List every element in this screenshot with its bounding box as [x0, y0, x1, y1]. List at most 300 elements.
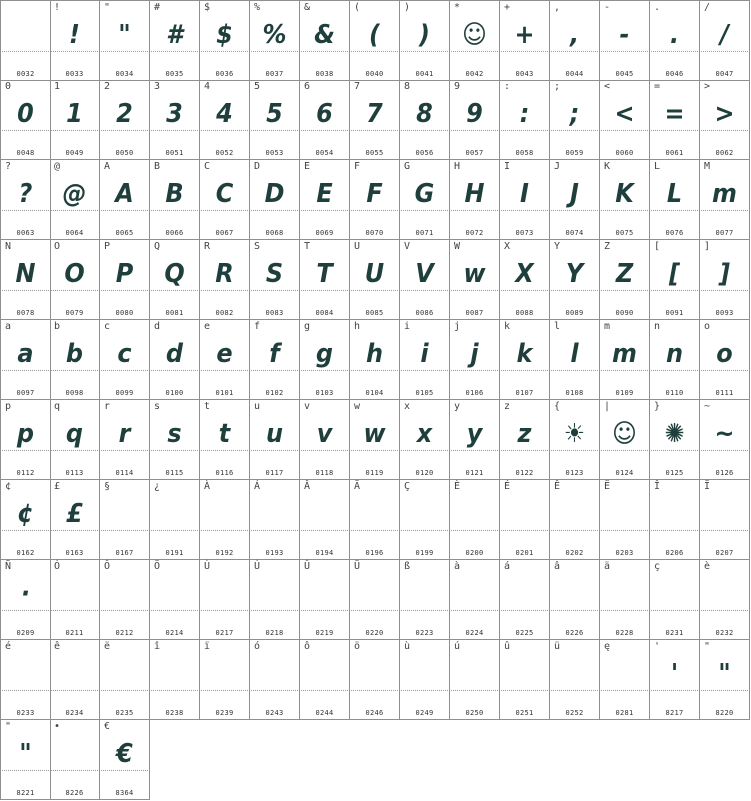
glyph-cell[interactable] [50, 320, 100, 400]
char-label: p [5, 401, 12, 412]
char-label: Û [304, 561, 311, 572]
glyph-sample: K [615, 179, 634, 209]
char-label: X [504, 241, 511, 252]
char-label: q [54, 401, 61, 412]
glyph-sample: t [218, 419, 231, 449]
char-code: 0037 [265, 70, 284, 78]
baseline-divider [451, 530, 498, 531]
char-code: 0038 [315, 70, 334, 78]
glyph-cell[interactable] [650, 560, 700, 640]
glyph-sample: [ [669, 259, 680, 289]
char-code: 0217 [215, 629, 234, 637]
glyph-cell[interactable] [0, 80, 51, 160]
char-code: 0234 [65, 709, 84, 717]
char-label: + [504, 2, 511, 13]
glyph-cell[interactable] [0, 160, 51, 240]
glyph-cell[interactable] [100, 0, 150, 81]
glyph-cell[interactable] [400, 640, 450, 720]
glyph-cell[interactable] [500, 80, 550, 160]
glyph-cell[interactable] [700, 320, 750, 400]
glyph-cell[interactable] [600, 80, 650, 160]
glyph-cell[interactable] [450, 240, 500, 320]
glyph-cell[interactable] [300, 240, 350, 320]
glyph-cell[interactable] [350, 320, 400, 400]
glyph-sample [552, 654, 597, 694]
glyph-sample [452, 654, 497, 694]
char-code: 0050 [115, 149, 134, 157]
glyph-cell[interactable] [700, 240, 750, 320]
glyph-sample: Z [615, 259, 634, 289]
char-code: 0073 [515, 229, 534, 237]
glyph-cell[interactable] [600, 0, 650, 81]
glyph-cell[interactable] [650, 480, 700, 560]
glyph-cell[interactable] [300, 0, 350, 81]
glyph-cell[interactable] [600, 160, 650, 240]
glyph-cell[interactable] [250, 160, 300, 240]
glyph-cell[interactable] [700, 560, 750, 640]
glyph-cell[interactable] [500, 0, 550, 81]
glyph-sample: w [363, 419, 386, 449]
glyph-cell[interactable] [550, 160, 600, 240]
glyph-cell[interactable] [50, 720, 100, 800]
glyph-cell[interactable] [100, 560, 150, 640]
char-code: 8226 [65, 789, 84, 797]
glyph-cell[interactable] [100, 240, 150, 320]
char-code: 0074 [565, 229, 584, 237]
char-code: 0104 [365, 389, 384, 397]
glyph-sample: u [265, 419, 284, 449]
char-code: 0163 [65, 549, 84, 557]
baseline-divider [701, 450, 748, 451]
char-label: 1 [54, 81, 61, 92]
glyph-cell[interactable] [150, 320, 200, 400]
glyph-cell[interactable] [400, 480, 450, 560]
char-code: 0123 [565, 469, 584, 477]
glyph-cell[interactable] [350, 480, 400, 560]
glyph-cell[interactable] [550, 0, 600, 81]
glyph-cell[interactable] [250, 80, 300, 160]
glyph-sample [352, 494, 397, 534]
baseline-divider [501, 690, 548, 691]
glyph-cell[interactable] [650, 320, 700, 400]
glyph-cell[interactable] [200, 640, 250, 720]
glyph-cell[interactable] [550, 320, 600, 400]
char-code: 0069 [315, 229, 334, 237]
char-label: è [704, 561, 711, 572]
glyph-cell[interactable] [50, 480, 100, 560]
glyph-cell[interactable] [600, 560, 650, 640]
char-code: 0081 [165, 309, 184, 317]
glyph-cell[interactable] [700, 160, 750, 240]
glyph-cell[interactable] [500, 240, 550, 320]
glyph-cell[interactable] [250, 320, 300, 400]
glyph-cell[interactable] [350, 160, 400, 240]
char-label: t [204, 401, 211, 412]
glyph-cell[interactable] [150, 640, 200, 720]
char-label: w [354, 401, 361, 412]
glyph-cell[interactable] [350, 80, 400, 160]
glyph-cell[interactable] [250, 400, 300, 480]
glyph-cell[interactable] [150, 400, 200, 480]
glyph-cell[interactable] [700, 400, 750, 480]
char-code: 0061 [665, 149, 684, 157]
char-label: / [704, 2, 711, 13]
char-label: A [104, 161, 111, 172]
char-code: 8217 [665, 709, 684, 717]
baseline-divider [501, 530, 548, 531]
glyph-cell[interactable] [400, 240, 450, 320]
char-code: 0109 [615, 389, 634, 397]
char-code: 0085 [365, 309, 384, 317]
glyph-sample: + [514, 20, 535, 50]
glyph-sample: C [215, 179, 234, 209]
glyph-sample [302, 574, 347, 614]
char-label: Q [154, 241, 161, 252]
baseline-divider [701, 690, 748, 691]
glyph-cell[interactable] [400, 560, 450, 640]
baseline-divider [401, 130, 448, 131]
glyph-sample [202, 574, 247, 614]
glyph-cell[interactable] [400, 0, 450, 81]
baseline-divider [51, 450, 98, 451]
baseline-divider [51, 530, 98, 531]
char-code: 0249 [415, 709, 434, 717]
glyph-sample: ☺ [612, 419, 637, 449]
glyph-cell[interactable] [100, 160, 150, 240]
glyph-cell[interactable] [500, 320, 550, 400]
char-code: 0115 [165, 469, 184, 477]
glyph-cell[interactable] [550, 640, 600, 720]
glyph-cell[interactable] [200, 80, 250, 160]
char-code: 0119 [365, 469, 384, 477]
glyph-cell[interactable] [250, 240, 300, 320]
glyph-cell[interactable] [100, 400, 150, 480]
char-label: ú [454, 641, 461, 652]
char-code: 0055 [365, 149, 384, 157]
glyph-cell[interactable] [0, 240, 51, 320]
glyph-cell[interactable] [400, 400, 450, 480]
glyph-cell[interactable] [300, 160, 350, 240]
char-label: h [354, 321, 361, 332]
glyph-cell[interactable] [550, 400, 600, 480]
glyph-cell[interactable] [200, 320, 250, 400]
char-label: 9 [454, 81, 461, 92]
baseline-divider [251, 450, 298, 451]
glyph-cell[interactable] [50, 240, 100, 320]
glyph-sample: 6 [316, 99, 333, 129]
baseline-divider [601, 130, 648, 131]
char-code: 0214 [165, 629, 184, 637]
glyph-cell[interactable] [550, 480, 600, 560]
char-label: " [5, 721, 12, 732]
glyph-cell[interactable] [500, 640, 550, 720]
glyph-sample: > [714, 99, 735, 129]
glyph-cell[interactable] [550, 560, 600, 640]
glyph-sample: D [264, 179, 285, 209]
glyph-sample [202, 494, 247, 534]
glyph-sample: , [569, 20, 580, 50]
glyph-cell[interactable] [100, 480, 150, 560]
char-code: 0244 [315, 709, 334, 717]
char-code: 0107 [515, 389, 534, 397]
char-label: : [504, 81, 511, 92]
glyph-cell[interactable] [100, 80, 150, 160]
glyph-sample: j [470, 339, 479, 369]
glyph-cell[interactable] [700, 80, 750, 160]
char-label: ö [354, 641, 361, 652]
glyph-cell[interactable] [0, 480, 51, 560]
baseline-divider [501, 370, 548, 371]
glyph-cell[interactable] [50, 0, 100, 81]
char-label: £ [54, 481, 61, 492]
glyph-cell[interactable] [300, 480, 350, 560]
glyph-sample: T [316, 259, 333, 289]
glyph-sample: R [215, 259, 234, 289]
char-label: ô [304, 641, 311, 652]
glyph-cell[interactable] [350, 240, 400, 320]
char-label: M [704, 161, 711, 172]
char-label: î [154, 641, 161, 652]
baseline-divider [601, 690, 648, 691]
char-label: z [504, 401, 511, 412]
glyph-cell[interactable] [0, 0, 51, 81]
char-label: } [654, 401, 661, 412]
char-label: ¢ [5, 481, 12, 492]
glyph-sample: h [365, 339, 384, 369]
glyph-cell[interactable] [450, 560, 500, 640]
char-code: 0036 [215, 70, 234, 78]
glyph-cell[interactable] [450, 640, 500, 720]
glyph-cell[interactable] [200, 240, 250, 320]
glyph-cell[interactable] [0, 640, 51, 720]
glyph-cell[interactable] [450, 160, 500, 240]
char-label: ) [404, 2, 411, 13]
glyph-cell[interactable] [600, 240, 650, 320]
char-code: 0097 [16, 389, 35, 397]
char-label: à [454, 561, 461, 572]
char-code: 0102 [265, 389, 284, 397]
char-label: J [554, 161, 561, 172]
baseline-divider [151, 130, 198, 131]
glyph-sample [102, 574, 147, 614]
glyph-cell[interactable] [300, 320, 350, 400]
glyph-cell[interactable] [550, 80, 600, 160]
glyph-sample [352, 574, 397, 614]
char-label: c [104, 321, 111, 332]
char-label: Ô [104, 561, 111, 572]
baseline-divider [401, 530, 448, 531]
glyph-cell[interactable] [0, 320, 51, 400]
glyph-sample [702, 574, 747, 614]
glyph-cell[interactable] [150, 480, 200, 560]
glyph-cell[interactable] [150, 160, 200, 240]
char-code: 0246 [365, 709, 384, 717]
char-label: % [254, 2, 261, 13]
baseline-divider [101, 370, 148, 371]
char-code: 0212 [115, 629, 134, 637]
glyph-cell[interactable] [500, 560, 550, 640]
glyph-cell[interactable] [200, 0, 250, 81]
glyph-sample: V [415, 259, 434, 289]
glyph-cell[interactable] [500, 480, 550, 560]
glyph-cell[interactable] [250, 640, 300, 720]
glyph-cell[interactable] [600, 400, 650, 480]
glyph-cell[interactable] [450, 320, 500, 400]
char-code: 0079 [65, 309, 84, 317]
glyph-cell[interactable] [700, 640, 750, 720]
glyph-cell[interactable] [150, 80, 200, 160]
char-code: 0113 [65, 469, 84, 477]
char-code: 0063 [16, 229, 35, 237]
char-label: ä [604, 561, 611, 572]
glyph-cell[interactable] [350, 400, 400, 480]
glyph-cell[interactable] [450, 480, 500, 560]
char-label: D [254, 161, 261, 172]
char-code: 0201 [515, 549, 534, 557]
glyph-sample [52, 574, 97, 614]
glyph-sample [152, 654, 197, 694]
glyph-cell[interactable] [450, 0, 500, 81]
baseline-divider [2, 290, 49, 291]
glyph-cell[interactable] [250, 0, 300, 81]
glyph-sample [502, 654, 547, 694]
glyph-sample: p [16, 419, 35, 449]
glyph-cell[interactable] [350, 640, 400, 720]
glyph-cell[interactable] [450, 400, 500, 480]
glyph-cell[interactable] [600, 480, 650, 560]
glyph-cell[interactable] [700, 480, 750, 560]
glyph-cell[interactable] [400, 320, 450, 400]
char-label: N [5, 241, 12, 252]
glyph-cell[interactable] [200, 400, 250, 480]
baseline-divider [151, 450, 198, 451]
glyph-sample: Y [565, 259, 584, 289]
char-code: 0034 [115, 70, 134, 78]
glyph-cell[interactable] [250, 560, 300, 640]
char-code: 0100 [165, 389, 184, 397]
baseline-divider [451, 130, 498, 131]
glyph-cell[interactable] [500, 160, 550, 240]
glyph-cell[interactable] [350, 560, 400, 640]
char-code: 0126 [715, 469, 734, 477]
char-code: 0235 [115, 709, 134, 717]
glyph-cell[interactable] [100, 720, 150, 800]
glyph-cell[interactable] [100, 320, 150, 400]
char-code: 0199 [415, 549, 434, 557]
glyph-cell[interactable] [0, 720, 51, 800]
baseline-divider [201, 530, 248, 531]
baseline-divider [351, 210, 398, 211]
glyph-sample: O [64, 259, 85, 289]
char-label: . [654, 2, 661, 13]
char-label: 3 [154, 81, 161, 92]
baseline-divider [51, 610, 98, 611]
baseline-divider [2, 770, 49, 771]
glyph-cell[interactable] [150, 560, 200, 640]
baseline-divider [2, 690, 49, 691]
glyph-cell[interactable] [0, 400, 51, 480]
glyph-sample: v [316, 419, 333, 449]
glyph-cell[interactable] [500, 400, 550, 480]
char-code: 0203 [615, 549, 634, 557]
char-label: L [654, 161, 661, 172]
glyph-cell[interactable] [650, 80, 700, 160]
glyph-cell[interactable] [300, 640, 350, 720]
char-code: 0089 [565, 309, 584, 317]
baseline-divider [51, 130, 98, 131]
char-label: Ê [554, 481, 561, 492]
char-label: I [504, 161, 511, 172]
glyph-cell[interactable] [400, 80, 450, 160]
baseline-divider [601, 530, 648, 531]
glyph-cell[interactable] [400, 160, 450, 240]
glyph-cell[interactable] [550, 240, 600, 320]
char-code: 0191 [165, 549, 184, 557]
glyph-cell[interactable] [650, 640, 700, 720]
char-code: 0226 [565, 629, 584, 637]
glyph-sample: ! [69, 20, 80, 50]
glyph-cell[interactable] [50, 560, 100, 640]
glyph-sample: J [570, 179, 579, 209]
baseline-divider [101, 210, 148, 211]
glyph-cell[interactable] [600, 640, 650, 720]
glyph-cell[interactable] [350, 0, 400, 81]
glyph-cell[interactable] [100, 640, 150, 720]
glyph-cell[interactable] [650, 400, 700, 480]
glyph-cell[interactable] [450, 80, 500, 160]
glyph-cell[interactable] [650, 0, 700, 81]
glyph-cell[interactable] [0, 560, 51, 640]
baseline-divider [2, 370, 49, 371]
baseline-divider [301, 690, 348, 691]
char-code: 0040 [365, 70, 384, 78]
glyph-sample: ☺ [462, 20, 487, 50]
glyph-cell[interactable] [700, 0, 750, 81]
glyph-cell[interactable] [200, 160, 250, 240]
glyph-cell[interactable] [50, 160, 100, 240]
glyph-sample: 0 [17, 99, 34, 129]
glyph-cell[interactable] [50, 400, 100, 480]
glyph-cell[interactable] [250, 480, 300, 560]
glyph-cell[interactable] [200, 480, 250, 560]
char-code: 0054 [315, 149, 334, 157]
glyph-cell[interactable] [300, 80, 350, 160]
glyph-cell[interactable] [200, 560, 250, 640]
char-label: Ç [404, 481, 411, 492]
glyph-sample: c [117, 339, 132, 369]
char-code: 0062 [715, 149, 734, 157]
char-label: Ï [704, 481, 711, 492]
baseline-divider [701, 290, 748, 291]
char-code: 8364 [115, 789, 134, 797]
glyph-cell[interactable] [300, 560, 350, 640]
char-label: e [204, 321, 211, 332]
glyph-cell[interactable] [150, 0, 200, 81]
glyph-cell[interactable] [600, 320, 650, 400]
glyph-cell[interactable] [150, 240, 200, 320]
glyph-cell[interactable] [650, 160, 700, 240]
char-code: 0281 [615, 709, 634, 717]
baseline-divider [401, 450, 448, 451]
glyph-cell[interactable] [300, 400, 350, 480]
char-label: Ö [154, 561, 161, 572]
glyph-cell[interactable] [50, 80, 100, 160]
glyph-cell[interactable] [650, 240, 700, 320]
glyph-cell[interactable] [50, 640, 100, 720]
baseline-divider [201, 290, 248, 291]
glyph-sample: i [420, 339, 429, 369]
baseline-divider [151, 51, 198, 52]
